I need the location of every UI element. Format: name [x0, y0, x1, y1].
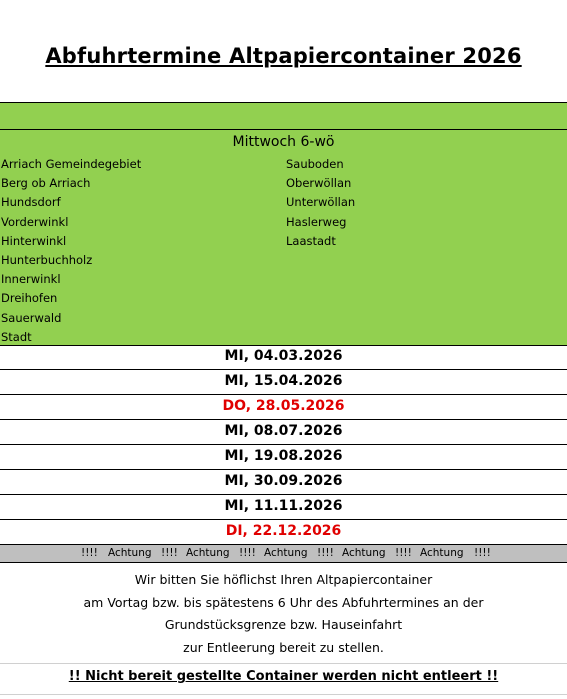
area-item: Unterwöllan — [286, 195, 356, 210]
areas-left-column — [1, 155, 141, 347]
warning-word: Achtung — [186, 547, 230, 559]
warning-word: Achtung — [342, 547, 386, 559]
area-item: Vorderwinkl — [1, 214, 69, 229]
area-item: Hundsdorf — [1, 195, 61, 210]
warning-word: Achtung — [108, 547, 152, 559]
page-title: Abfuhrtermine Altpapiercontainer 2026 — [45, 44, 522, 68]
area-item: Sauboden — [286, 157, 344, 171]
date-row: MI, 04.03.2026 — [0, 345, 567, 370]
date-row: DO, 28.05.2026 — [0, 395, 567, 420]
date-row: MI, 11.11.2026 — [0, 495, 567, 520]
warning-bar — [0, 545, 567, 563]
notice-line: am Vortag bzw. bis spätestens 6 Uhr des Abfuhrtermines an der — [83, 594, 484, 610]
notice-line: Wir bitten Sie höflichst Ihren Altpapiercontainer — [134, 572, 433, 587]
warning-marks: !!!! — [317, 547, 334, 559]
area-item: Arriach Gemeindegebiet — [1, 157, 142, 171]
date-row: DI, 22.12.2026 — [0, 520, 567, 545]
area-item: Innerwinkl — [1, 272, 61, 287]
area-item: Hinterwinkl — [1, 233, 67, 248]
dates-list — [0, 345, 567, 545]
divider — [0, 694, 567, 695]
collection-day-heading: Mittwoch 6-wö — [232, 134, 335, 150]
area-item: Oberwöllan — [286, 176, 352, 191]
warning-marks: !!!! — [395, 547, 412, 559]
notice-line: zur Entleerung bereit zu stellen. — [183, 639, 384, 655]
warning-marks: !!!! — [81, 547, 98, 559]
area-item: Haslerweg — [286, 214, 347, 229]
area-item: Stadt — [1, 329, 32, 344]
date-row: MI, 15.04.2026 — [0, 370, 567, 395]
warning-word: Achtung — [264, 547, 308, 559]
collection-area-section — [0, 129, 567, 346]
area-item: Dreihofen — [1, 291, 58, 306]
divider — [0, 663, 567, 664]
warning-marks: !!!! — [239, 547, 256, 559]
notice-text — [0, 569, 567, 659]
area-item: Sauerwald — [1, 310, 62, 325]
final-warning: !! Nicht bereit gestellte Container werden nicht entleert !! — [68, 669, 499, 684]
areas-right-column — [286, 155, 355, 251]
date-row: MI, 08.07.2026 — [0, 420, 567, 445]
warning-marks: !!!! — [474, 547, 491, 559]
notice-line: Grundstücksgrenze bzw. Hauseinfahrt — [164, 617, 403, 632]
warning-word: Achtung — [420, 547, 464, 559]
area-item: Laastadt — [286, 233, 336, 248]
green-header-band — [0, 102, 567, 129]
date-row: MI, 30.09.2026 — [0, 470, 567, 495]
warning-marks: !!!! — [161, 547, 178, 559]
date-row: MI, 19.08.2026 — [0, 445, 567, 470]
area-item: Berg ob Arriach — [1, 176, 91, 191]
area-item: Hunterbuchholz — [1, 253, 93, 268]
